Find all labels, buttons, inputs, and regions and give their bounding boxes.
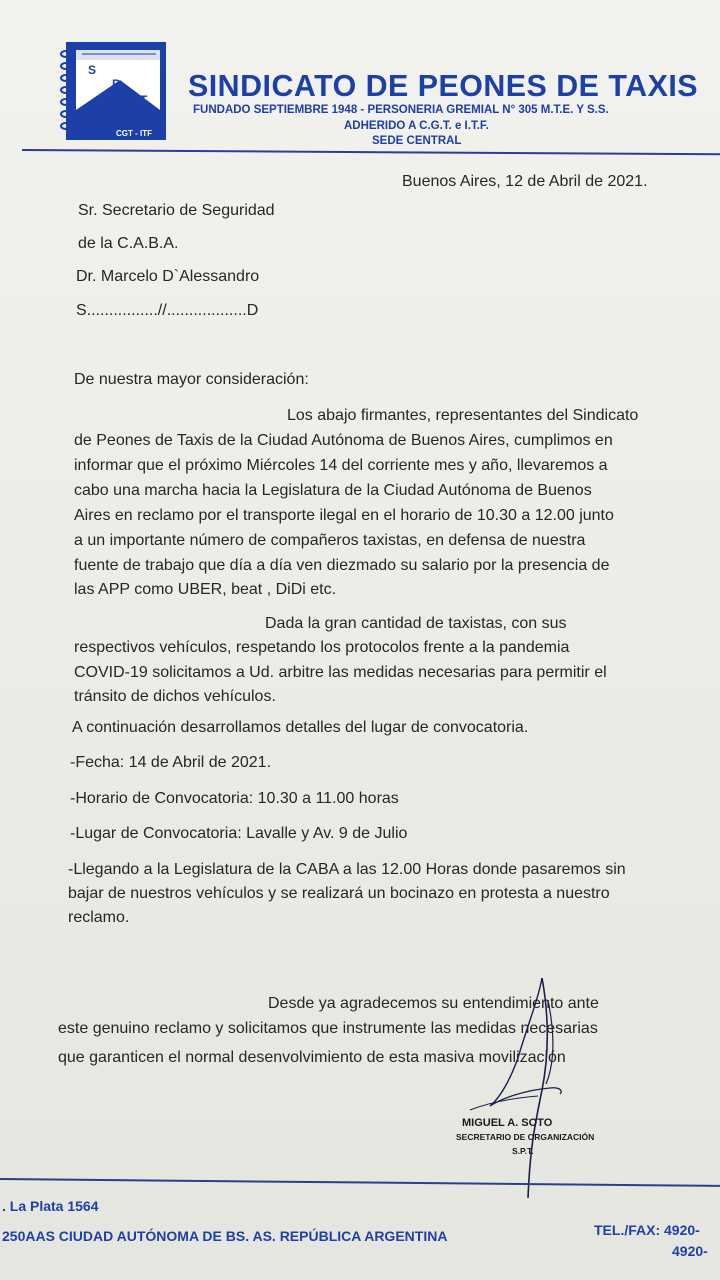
logo-letter-s: S	[88, 63, 97, 77]
header-divider	[22, 149, 720, 155]
signatory-org: S.P.T.	[512, 1146, 534, 1156]
org-affiliation: ADHERIDO A C.G.T. e I.T.F.	[344, 120, 489, 132]
signatory-title: SECRETARIO DE ORGANIZACIÓN	[456, 1132, 595, 1142]
detail-llegando: -Llegando a la Legislatura de la CABA a las 12.00 Horas donde pasaremos sin	[68, 861, 626, 878]
signatory-name: MIGUEL A. SOTO	[462, 1117, 553, 1129]
paragraph-line: las APP como UBER, beat , DiDi etc.	[74, 581, 337, 598]
logo-letter-p: P	[112, 77, 121, 91]
org-seat: SEDE CENTRAL	[372, 135, 462, 147]
recipient-line: de la C.A.B.A.	[78, 235, 179, 252]
closing-line: este genuino reclamo y solicitamos que instrumente las medidas necesarias	[58, 1020, 598, 1037]
paragraph-line: fuente de trabajo que día a día ven diezmado su salario por la presencia de	[74, 557, 610, 574]
footer-city: 250AAS CIUDAD AUTÓNOMA DE BS. AS. REPÚBLICA ARGENTINA	[2, 1228, 448, 1244]
paragraph-line: Aires en reclamo por el transporte ilegal en el horario de 10.30 a 12.00 junto	[74, 507, 614, 524]
recipient-line: S................//..................D	[76, 302, 259, 319]
detail-llegando: bajar de nuestros vehículos y se realizará un bocinazo en protesta a nuestro	[68, 885, 610, 902]
logo-letter-t: T	[140, 93, 148, 107]
paragraph-line: informar que el próximo Miércoles 14 del corriente mes y año, llevaremos a	[74, 457, 608, 474]
closing-line: que garanticen el normal desenvolvimiento de esta masiva movilización	[58, 1049, 566, 1066]
logo-caption: CGT - ITF	[116, 129, 152, 138]
detail-horario: -Horario de Convocatoria: 10.30 a 11.00 horas	[70, 790, 399, 807]
handwritten-signature	[430, 970, 630, 1200]
paragraph-line: COVID-19 solicitamos a Ud. arbitre las medidas necesarias para permitir el	[74, 664, 607, 681]
paragraph-line: tránsito de dichos vehículos.	[74, 688, 276, 705]
paragraph-line: Los abajo firmantes, representantes del Sindicato	[287, 407, 639, 424]
org-founded: FUNDADO SEPTIEMBRE 1948 - PERSONERIA GREMIAL N° 305 M.T.E. Y S.S.	[193, 104, 609, 116]
paragraph-line: cabo una marcha hacia la Legislatura de la Ciudad Autónoma de Buenos	[74, 482, 592, 499]
detail-lugar: -Lugar de Convocatoria: Lavalle y Av. 9 de Julio	[70, 825, 408, 842]
salutation: De nuestra mayor consideración:	[74, 371, 309, 388]
paragraph-line: Dada la gran cantidad de taxistas, con sus	[265, 615, 567, 632]
paragraph-line: a un importante número de compañeros taxistas, en defensa de nuestra	[74, 532, 586, 549]
recipient-line: Dr. Marcelo D`Alessandro	[76, 268, 260, 285]
org-name: SINDICATO DE PEONES DE TAXIS	[188, 68, 699, 103]
footer-phone-2: 4920-	[672, 1243, 708, 1259]
details-intro: A continuación desarrollamos detalles del lugar de convocatoria.	[72, 719, 529, 736]
union-logo	[60, 40, 168, 142]
closing-line: Desde ya agradecemos su entendimiento ante	[268, 995, 599, 1012]
recipient-line: Sr. Secretario de Seguridad	[78, 202, 275, 219]
detail-llegando: reclamo.	[68, 909, 130, 926]
detail-fecha: -Fecha: 14 de Abril de 2021.	[70, 754, 272, 771]
footer-address: . La Plata 1564	[2, 1198, 99, 1214]
paragraph-line: de Peones de Taxis de la Ciudad Autónoma de Buenos Aires, cumplimos en	[74, 432, 613, 449]
footer-phone: TEL./FAX: 4920-	[594, 1222, 700, 1238]
paragraph-line: respectivos vehículos, respetando los protocolos frente a la pandemia	[74, 639, 570, 656]
place-date: Buenos Aires, 12 de Abril de 2021.	[402, 173, 648, 190]
